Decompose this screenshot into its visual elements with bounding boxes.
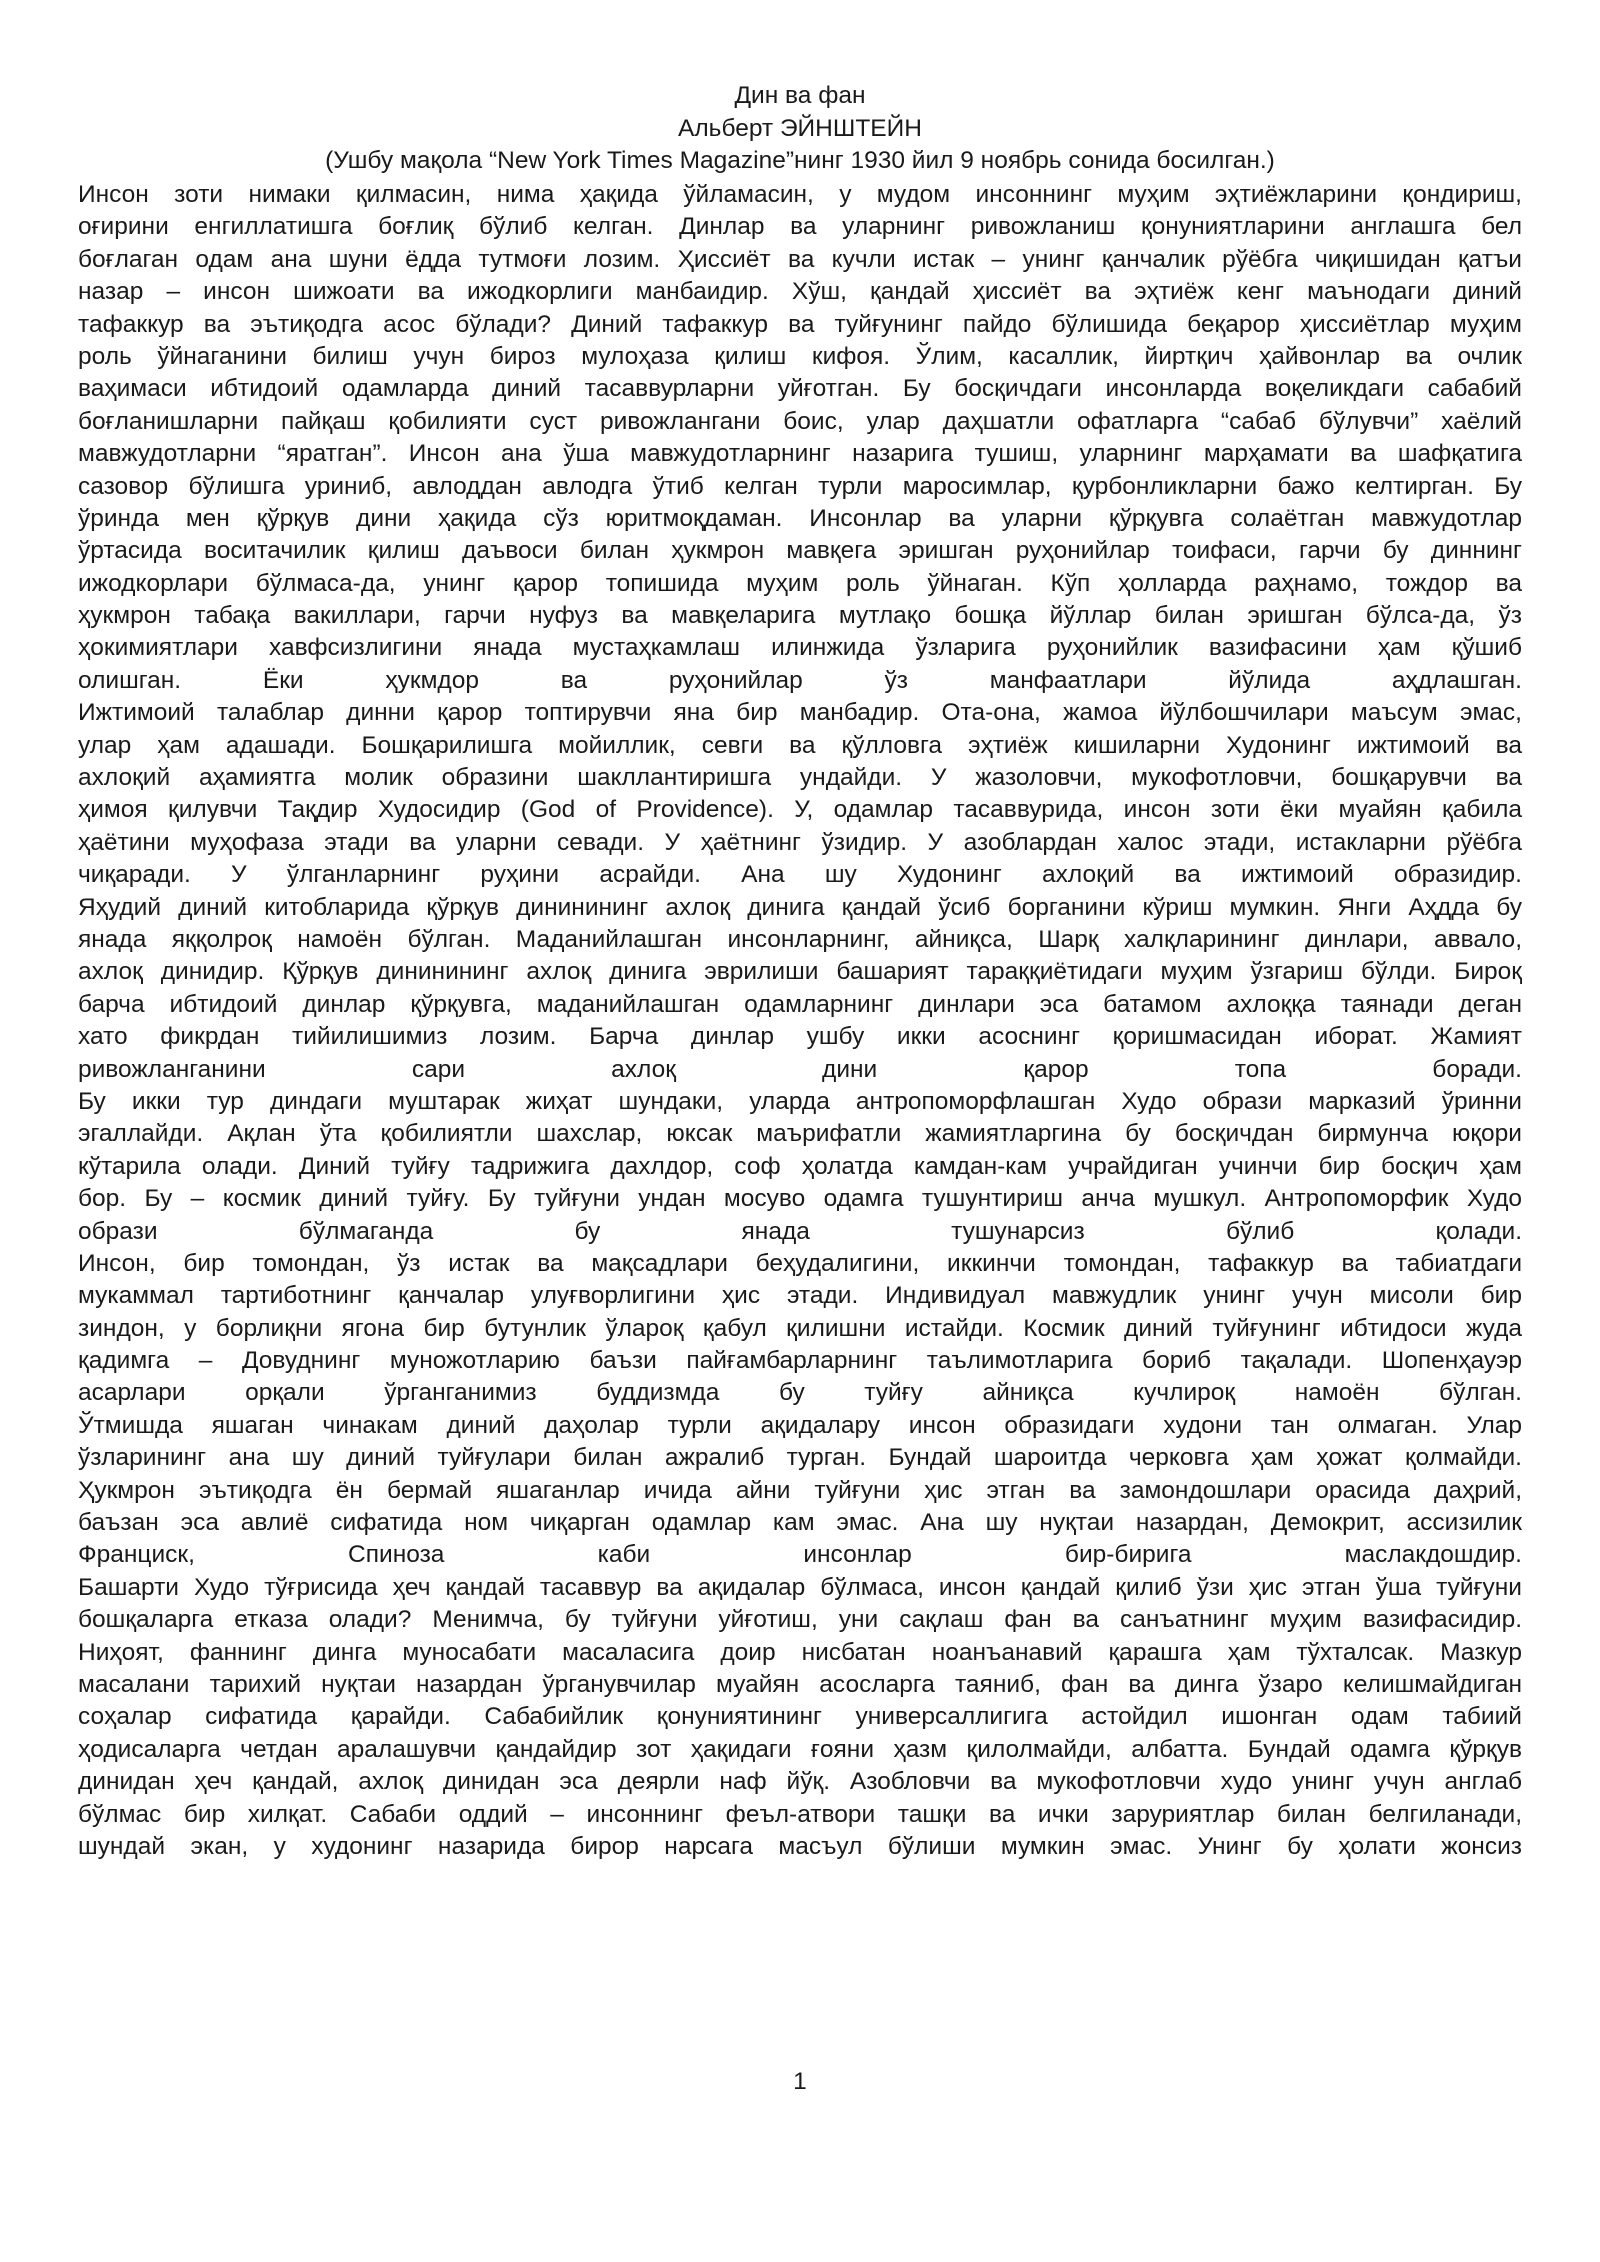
text-line: эгаллайди. Ақлан ўта қобилиятли шахслар, юксак маърифатли жамиятларгина бу босқичдан бирмунча юқори xyxy=(78,1120,1522,1148)
text-line: Ижтимоий талаблар динни қарор топтирувчи яна бир манбадир. Ота-она, жамоа йўлбошчилари маъсум эмас, xyxy=(78,699,1522,727)
text-line: янада яққолроқ намоён бўлган. Маданийлашган инсонларнинг, айниқса, Шарқ халқларининг динлари, аввало, xyxy=(78,925,1522,953)
text-line: ривожланганини сари ахлоқ дини қарор топа боради. xyxy=(78,1055,1522,1083)
text-line: Инсон зоти нимаки қилмасин, нима ҳақида ўйламасин, у мудом инсоннинг муҳим эҳтиёжларини қондириш, xyxy=(78,181,1522,208)
text-line: кўтарила олади. Диний туйғу тадрижига дахлдор, соф ҳолатда камдан-кам учрайдиган учинчи бир босқич ҳам xyxy=(78,1152,1522,1180)
text-line: тафаккур ва эътиқодга асос бўлади? Диний тафаккур ва туйғунинг пайдо бўлишида беқарор ҳиссиётлар муҳим xyxy=(78,310,1522,338)
text-line: Бу икки тур диндаги муштарак жиҳат шундаки, уларда антропоморфлашган Худо образи марказий ўринни xyxy=(78,1087,1522,1115)
text-line: боғланишларни пайқаш қобилияти суст ривожлангани боис, улар даҳшатли офатларга “сабаб бўлувчи” хаёлий xyxy=(78,407,1522,435)
text-line: ҳаётини муҳофаза этади ва уларни севади. У ҳаётнинг ўзидир. У азоблардан халос этади, истакларни рўёбга xyxy=(78,828,1522,856)
text-line: ахлоқ динидир. Қўрқув дининининг ахлоқ динига эврилиши башарият тараққиётидаги муҳим ўзгариш бўлди. Бироқ xyxy=(78,958,1522,986)
text-line: ижодкорлари бўлмаса-да, унинг қарор топишида муҳим роль ўйнаган. Кўп ҳолларда раҳнамо, тождор ва xyxy=(78,569,1522,597)
text-line: ҳокимиятлари хавфсизлигини янада мустаҳкамлаш илинжида ўзларига руҳонийлик вазифасини ҳам қўшиб xyxy=(78,634,1522,662)
text-line: образи бўлмаганда бу янада тушунарсиз бўлиб қолади. xyxy=(78,1217,1522,1245)
document-author: Альберт ЭЙНШТЕЙН xyxy=(678,114,922,142)
text-line: Инсон, бир томондан, ўз истак ва мақсадлари беҳудалигини, иккинчи томондан, тафаккур ва табиатдаги xyxy=(78,1249,1522,1277)
text-line: ўзларининг ана шу диний туйғулари билан ажралиб турган. Бундай шароитда черковга ҳам ҳожат қолмайди. xyxy=(78,1444,1522,1472)
text-line: қадимга – Довуднинг муножотларию баъзи пайғамбарларнинг таълимотларига бориб тақалади. Шопенҳауэр xyxy=(78,1347,1522,1375)
text-line: зиндон, у борлиқни ягона бир бутунлик ўлароқ қабул қилишни истайди. Космик диний туйғунинг ибтидоси жуда xyxy=(78,1314,1522,1342)
text-line: боғлаган одам ана шуни ёдда тутмоғи лозим. Ҳиссиёт ва кучли истак – унинг қанчалик рўёбга чиқишидан қатъи xyxy=(78,245,1522,273)
text-line: роль ўйнаганини билиш учун бироз мулоҳаза қилиш кифоя. Ўлим, касаллик, йиртқич ҳайвонлар ва очлик xyxy=(78,342,1522,370)
text-line: соҳалар сифатида қарайди. Сабабийлик қонуниятининг универсаллигига астойдил ишонган одам табиий xyxy=(78,1703,1522,1731)
text-line: ўринда мен қўрқув дини ҳақида сўз юритмоқдаман. Инсонлар ва уларни қўрқувга солаётган мавжудотлар xyxy=(78,504,1522,532)
text-line: барча ибтидоий динлар қўрқувга, маданийлашган одамларнинг динлари эса батамом ахлоққа таянади деган xyxy=(78,990,1522,1018)
text-line: ҳодисаларга четдан аралашувчи қандайдир зот ҳақидаги ғояни ҳазм қилолмайди, албатта. Бундай одамга қўрқув xyxy=(78,1735,1522,1763)
text-line: Ҳукмрон эътиқодга ён бермай яшаганлар ичида айни туйғуни ҳис этган ва замондошлари орасида даҳрий, xyxy=(78,1476,1522,1504)
document-title: Дин ва фан xyxy=(734,82,866,109)
text-line: бўлмас бир хилқат. Сабаби оддий – инсоннинг феъл-атвори ташқи ва ички заруриятлар билан белгиланади, xyxy=(78,1800,1522,1828)
text-line: баъзан эса авлиё сифатида ном чиқарган одамлар кам эмас. Ана шу нуқтаи назардан, Демокрит, ассизилик xyxy=(78,1509,1522,1537)
text-line: Ўтмишда яшаган чинакам диний даҳолар турли ақидалару инсон образидаги худони тан олмаган. Улар xyxy=(78,1411,1522,1439)
document-body xyxy=(78,179,1522,1863)
text-line: асарлари орқали ўрганганимиз буддизмда бу туйғу айниқса кучлироқ намоён бўлган. xyxy=(78,1379,1522,1407)
text-line: шундай экан, у худонинг назарида бирор нарсага масъул бўлиши мумкин эмас. Унинг бу ҳолати жонсиз xyxy=(78,1832,1522,1860)
page-number: 1 xyxy=(793,2068,807,2095)
text-line: чиқаради. У ўлганларнинг руҳини асрайди. Ана шу Худонинг ахлоқий ва ижтимоий образидир. xyxy=(78,861,1522,889)
text-line: Ниҳоят, фаннинг динга муносабати масаласига доир нисбатан ноанъанавий қарашга ҳам тўхталсак. Мазкур xyxy=(78,1638,1522,1666)
document-source-note: (Ушбу мақола “New York Times Magazine”нинг 1930 йил 9 ноябрь сонида босилган.) xyxy=(325,147,1275,174)
text-line: ваҳимаси ибтидоий одамларда диний тасаввурларни уйғотган. Бу босқичдаги инсонларда воқеликдаги сабабий xyxy=(78,375,1522,403)
text-line: Яҳудий диний китобларида қўрқув дининининг ахлоқ динига қандай ўсиб борганини кўриш мумкин. Янги Аҳдда бу xyxy=(78,893,1522,921)
text-line: бор. Бу – космик диний туйғу. Бу туйғуни ундан мосуво одамга тушунтириш анча мушкул. Антропоморфик Худо xyxy=(78,1185,1522,1213)
text-line: сазовор бўлишга уриниб, авлоддан авлодга ўтиб келган турли маросимлар, қурбонликларни бажо келтирган. Бу xyxy=(78,472,1522,500)
text-line: олишган. Ёки ҳукмдор ва руҳонийлар ўз манфаатлари йўлида аҳдлашган. xyxy=(78,666,1522,694)
text-line: ўртасида воситачилик қилиш даъвоси билан ҳукмрон мавқега эришган руҳонийлар тоифаси, гарчи бу диннинг xyxy=(78,537,1522,565)
text-line: улар ҳам адашади. Бошқарилишга мойиллик, севги ва қўлловга эҳтиёж кишиларни Худонинг ижтимоий ва xyxy=(78,731,1522,759)
text-line: хато фикрдан тийилишимиз лозим. Барча динлар ушбу икки асоснинг қоришмасидан иборат. Жамият xyxy=(78,1023,1522,1051)
text-line: Франциск, Спиноза каби инсонлар бир-бирига маслакдошдир. xyxy=(78,1541,1522,1569)
text-line: ахлоқий аҳамиятга молик образини шакллантиришга ундайди. У жазоловчи, мукофотловчи, бошқарувчи ва xyxy=(78,764,1522,792)
text-line: ҳимоя қилувчи Тақдир Худосидир (God of Providence). У, одамлар тасаввурида, инсон зоти ёки муайян қабила xyxy=(78,796,1522,824)
text-line: мавжудотларни “яратган”. Инсон ана ўша мавжудотларнинг назарига тушиш, уларнинг марҳамати ва шафқатига xyxy=(78,440,1522,468)
document-header xyxy=(78,80,1522,178)
text-line: ҳукмрон табақа вакиллари, гарчи нуфуз ва мавқеларига мутлақо бошқа йўллар билан эришган бўлса-да, ўз xyxy=(78,602,1522,630)
text-line: оғирини енгиллатишга боғлиқ бўлиб келган. Динлар ва уларнинг ривожланиш қонуниятларини англашга бел xyxy=(78,213,1522,241)
text-line: масалани тарихий нуқтаи назардан ўрганувчилар муайян асосларга таяниб, фан ва динга ўзаро келишмайдиган xyxy=(78,1670,1522,1698)
text-line: Башарти Худо тўғрисида ҳеч қандай тасаввур ва ақидалар бўлмаса, инсон қандай қилиб ўзи ҳис этган ўша туйғуни xyxy=(78,1573,1522,1601)
text-line: бошқаларга етказа олади? Менимча, бу туйғуни уйғотиш, уни сақлаш фан ва санъатнинг муҳим вазифасидир. xyxy=(78,1606,1522,1634)
text-line: динидан ҳеч қандай, ахлоқ динидан эса деярли наф йўқ. Азобловчи ва мукофотловчи худо унинг учун англаб xyxy=(78,1768,1522,1796)
text-line: мукаммал тартиботнинг қанчалар улуғворлигини ҳис этади. Индивидуал мавжудлик унинг учун мисоли бир xyxy=(78,1282,1522,1310)
text-line: назар – инсон шижоати ва ижодкорлиги манбаидир. Хўш, қандай ҳиссиёт ва эҳтиёж кенг маънодаги диний xyxy=(78,278,1522,306)
